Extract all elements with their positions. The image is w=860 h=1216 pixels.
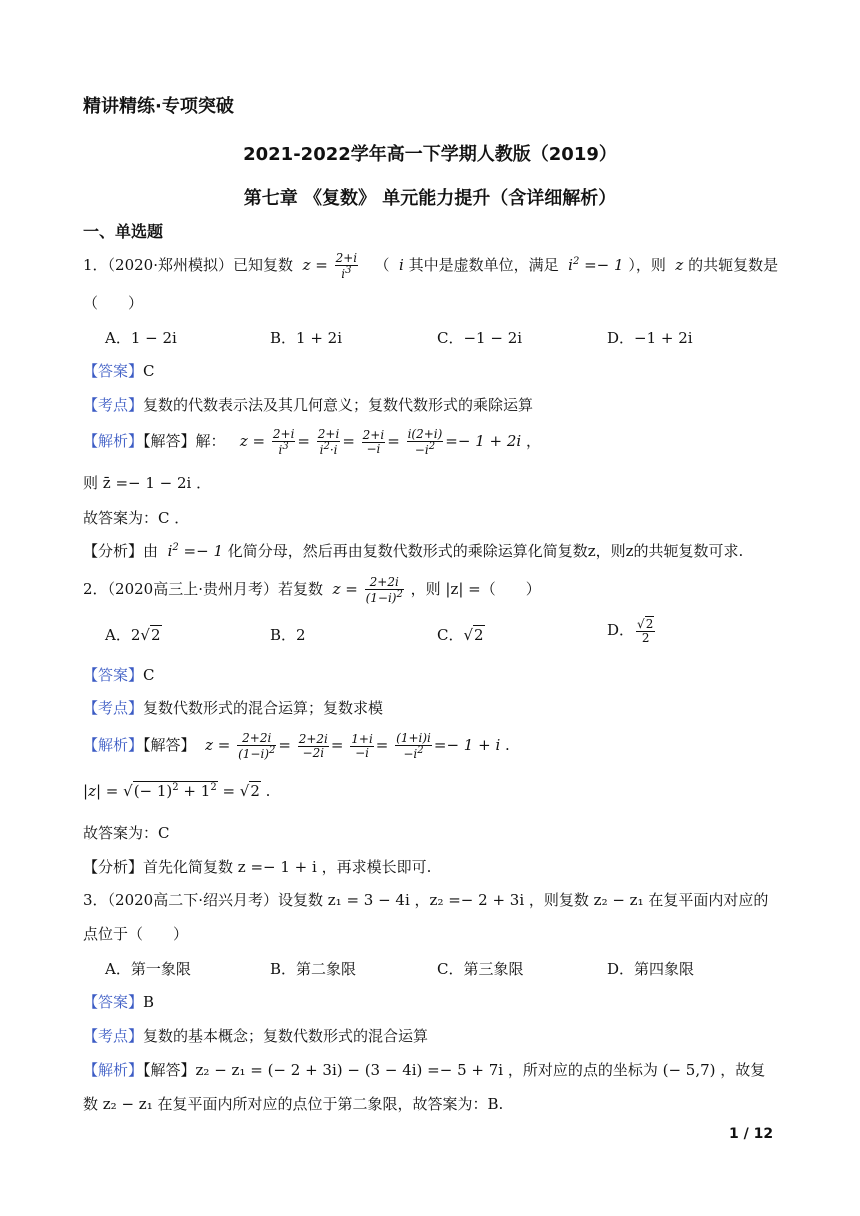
q3-answer: 【答案】B [83, 993, 155, 1011]
q2-option-d: D． $\frac{√2}{2}$ [607, 617, 654, 645]
q2-answer: 【答案】C [83, 666, 155, 684]
q1-option-a: A．1 − 2i [105, 329, 177, 347]
q1-conjugate: 则 z̄ =− 1 − 2i ． [83, 474, 212, 492]
q2-option-b: B．2 [270, 626, 306, 644]
q1-option-c: C．−1 − 2i [437, 329, 523, 347]
q2-option-c: C．√2 [437, 626, 484, 644]
q1-conclusion: 故答案为：C ． [83, 509, 190, 527]
q1-option-b: B．1 + 2i [270, 329, 343, 347]
series-title: 精讲精练·专项突破 [83, 96, 234, 117]
q3-option-c: C．第三象限 [437, 960, 524, 978]
q2-option-a: A．2√2 [105, 626, 161, 644]
question-1-stem: 1．（2020·郑州模拟）已知复数 z = $\frac{2+i}{i^3}$ （ i 其中是虚数单位，满足 $i^2 =- 1$ ），则 z 的共轭复数是 [83, 251, 779, 281]
q2-solution: 【解析】【解答】 z = $\frac{2+2i}{(1-i)^2}$ = $\frac{2+2i}{-2i}$ = $\frac{1+i}{-i}$ = $\frac{(1+i)i}{-i^2}$ =− 1 + i . [83, 731, 510, 761]
q2-modulus: |z| = √(− $1)^2 + 1^2 = √2$ . [83, 782, 271, 800]
question-3-stem: 3．（2020高二下·绍兴月考）设复数 z₁ = 3 − 4i ，z₂ =− 2 + 3i ，则复数 z₂ − z₁ 在复平面内对应的 [83, 891, 769, 909]
doc-title: 2021-2022学年高一下学期人教版（2019） [243, 144, 617, 165]
question-1-paren: （ ） [83, 294, 144, 312]
q2-summary: 【分析】首先化简复数 z =− 1 + i ，再求模长即可. [83, 858, 432, 876]
q1-solution: 【解析】【解答】解： z = $\frac{2+i}{i^3}$ = $\frac{2+i}{i^2\cdot i}$ = $\frac{2+i}{-i}$ = $\frac{i(2+i)}{-i^2}$ =− 1 + 2i ， [83, 427, 541, 457]
page-number: 1 / 12 [729, 1126, 774, 1142]
section-heading: 一、单选题 [83, 222, 164, 241]
q3-option-b: B．第二象限 [270, 960, 357, 978]
q3-option-a: A．第一象限 [105, 960, 191, 978]
q2-conclusion: 故答案为：C [83, 824, 170, 842]
doc-subtitle: 第七章 《复数》 单元能力提升（含详细解析） [243, 188, 617, 209]
q1-option-d: D．−1 + 2i [607, 329, 693, 347]
q1-answer: 【答案】C [83, 362, 155, 380]
q3-solution-cont: 数 z₂ − z₁ 在复平面内所对应的点位于第二象限，故答案为：B. [83, 1095, 504, 1113]
fraction: $\frac{2+i}{i^3}$ [335, 251, 358, 281]
q1-summary: 【分析】由 $i^2 =- 1$ 化简分母，然后再由复数代数形式的乘除运算化简复数z，则z的共轭复数可求. [83, 542, 744, 560]
q3-point: 【考点】复数的基本概念；复数代数形式的混合运算 [83, 1027, 429, 1045]
q2-point: 【考点】复数代数形式的混合运算；复数求模 [83, 699, 384, 717]
question-3-stem-cont: 点位于（ ） [83, 925, 189, 943]
q1-point: 【考点】复数的代数表示法及其几何意义；复数代数形式的乘除运算 [83, 396, 534, 414]
q3-solution: 【解析】【解答】z₂ − z₁ = (− 2 + 3i) − (3 − 4i) =− 5 + 7i ，所对应的点的坐标为 (− 5,7) ，故复 [83, 1061, 766, 1079]
q3-option-d: D．第四象限 [607, 960, 695, 978]
question-2-stem: 2．（2020高三上·贵州月考）若复数 z = $\frac{2+2i}{(1-i)^2}$ ，则 |z| =（ ） [83, 575, 541, 605]
